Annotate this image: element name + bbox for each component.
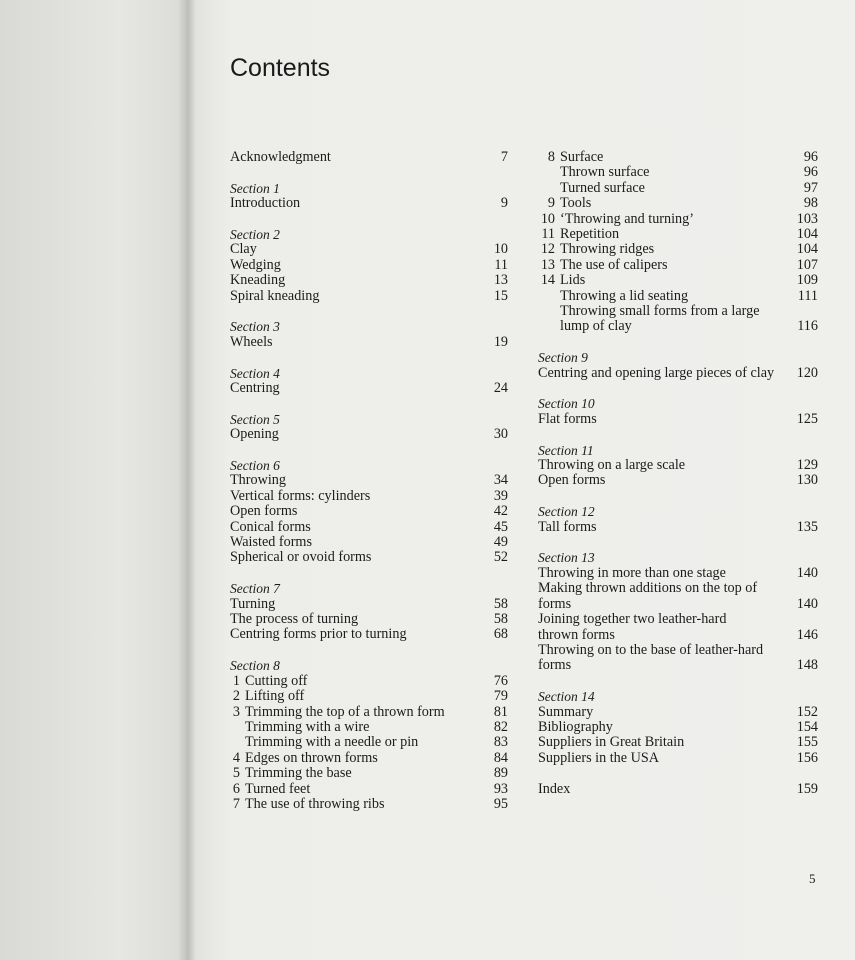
entry-title: Centring (230, 380, 280, 397)
entry-page-number: 58 (493, 611, 508, 628)
toc-section-group (230, 658, 508, 812)
entry-number: 14 (540, 272, 555, 289)
toc-section-group (538, 550, 818, 673)
toc-section-group (230, 366, 508, 397)
section-heading: Section 2 (230, 227, 280, 242)
entry-page-number: 30 (493, 426, 508, 443)
toc-entry[interactable] (230, 258, 508, 273)
entry-title: The process of turning (230, 611, 359, 628)
entry-title: Suppliers in the USA (538, 749, 659, 766)
entry-page-number: 34 (493, 472, 508, 489)
toc-section-group (538, 782, 818, 797)
toc-entry[interactable] (538, 227, 818, 242)
entry-page-number: 154 (796, 718, 818, 735)
entry-title: Opening (230, 426, 279, 443)
entry-title: Throwing in more than one stage (538, 564, 726, 581)
toc-entry[interactable] (230, 550, 508, 565)
entry-page-number: 95 (493, 795, 508, 812)
entry-page-number: 152 (796, 703, 818, 720)
entry-title: Throwing small forms from a large lump of clay (560, 303, 760, 335)
entry-page-number: 84 (493, 749, 508, 766)
entry-page-number: 79 (493, 688, 508, 705)
toc-entry[interactable] (538, 473, 818, 488)
section-heading: Section 4 (230, 365, 280, 381)
entry-title: Lifting off (245, 688, 305, 705)
entry-page-number: 146 (796, 626, 818, 643)
entry-title: Turning (230, 595, 276, 612)
entry-page-number: 10 (493, 241, 508, 258)
toc-section-group (538, 443, 818, 489)
entry-page-number: 49 (493, 534, 508, 551)
toc-section-group (230, 458, 508, 566)
entry-page-number: 125 (796, 410, 818, 427)
entry-title: Trimming with a needle or pin (245, 734, 419, 751)
entry-page-number: 156 (796, 749, 818, 766)
entry-number: 12 (540, 241, 555, 258)
entry-number: 6 (232, 780, 240, 797)
entry-page-number: 135 (796, 518, 818, 535)
toc-section-group (230, 319, 508, 350)
section-heading: Section 8 (230, 658, 280, 674)
entry-title: Throwing a lid seating (560, 287, 689, 304)
entry-title: Trimming with a wire (245, 718, 370, 735)
toc-entry[interactable] (538, 782, 818, 797)
entry-title: Suppliers in Great Britain (538, 734, 685, 751)
entry-title: Thrown surface (560, 164, 650, 181)
entry-page-number: 68 (493, 626, 508, 643)
toc-entry[interactable] (230, 427, 508, 442)
toc-entry[interactable] (538, 242, 818, 257)
entry-page-number: 19 (493, 333, 508, 350)
entry-page-number: 96 (803, 149, 818, 165)
entry-title: Tall forms (538, 518, 597, 535)
toc-entry[interactable] (230, 489, 508, 504)
entry-page-number: 81 (493, 703, 508, 720)
entry-title: Edges on thrown forms (245, 749, 378, 766)
entry-number: 13 (540, 256, 555, 273)
entry-page-number: 129 (796, 457, 818, 474)
entry-page-number: 9 (500, 195, 508, 212)
toc-entry[interactable] (538, 150, 818, 165)
entry-number: 11 (541, 226, 555, 243)
entry-title: Index (538, 780, 571, 797)
toc-entry[interactable] (538, 196, 818, 211)
entry-title: Centring forms prior to turning (230, 626, 407, 643)
section-heading: Section 14 (538, 689, 595, 705)
toc-entry[interactable] (538, 165, 818, 180)
toc-entry[interactable] (538, 566, 818, 581)
toc-entry[interactable] (538, 304, 818, 335)
entry-title: Bibliography (538, 718, 613, 735)
entry-title: Clay (230, 241, 257, 258)
toc-entry[interactable] (230, 627, 508, 642)
entry-title: Repetition (560, 226, 620, 243)
toc-section-group (538, 150, 818, 335)
entry-page-number: 42 (493, 503, 508, 520)
entry-title: Throwing on a large scale (538, 457, 686, 474)
entry-title: The use of calipers (560, 256, 668, 273)
entry-page-number: 148 (796, 657, 818, 674)
toc-entry[interactable] (230, 150, 508, 165)
toc-entry[interactable] (538, 705, 818, 720)
section-heading: Section 13 (538, 550, 595, 566)
toc-section-group (230, 227, 508, 304)
entry-number: 4 (232, 749, 240, 766)
entry-title: ‘Throwing and turning’ (560, 210, 694, 227)
section-heading: Section 1 (230, 180, 280, 196)
toc-entry[interactable] (230, 242, 508, 257)
section-heading: Section 12 (538, 504, 595, 520)
toc-section-group (538, 396, 818, 427)
entry-page-number: 120 (796, 364, 818, 381)
toc-entry[interactable] (230, 335, 508, 350)
contents-right-column (538, 150, 818, 812)
entry-page-number: 140 (796, 564, 818, 581)
entry-page-number: 107 (796, 256, 818, 273)
entry-page-number: 111 (797, 287, 818, 304)
entry-title: Vertical forms: cylinders (230, 487, 371, 504)
section-heading: Section 7 (230, 581, 280, 597)
entry-title: Throwing (230, 472, 286, 489)
entry-number: 5 (232, 765, 240, 782)
toc-entry[interactable] (538, 735, 818, 750)
toc-section-group (230, 581, 508, 643)
entry-number: 8 (547, 149, 555, 165)
toc-entry[interactable] (538, 273, 818, 288)
entry-title: Spiral kneading (230, 287, 320, 304)
toc-entry[interactable] (538, 458, 818, 473)
entry-page-number: 116 (797, 318, 818, 335)
toc-entry[interactable] (538, 643, 818, 674)
toc-entry[interactable] (538, 581, 818, 612)
page-title: Contents (230, 54, 331, 82)
entry-number: 2 (232, 688, 240, 705)
entry-title: Conical forms (230, 518, 311, 535)
toc-entry[interactable] (230, 612, 508, 627)
toc-section-group (538, 350, 818, 381)
entry-page-number: 98 (803, 195, 818, 212)
contents-left-column (230, 150, 508, 828)
toc-entry[interactable] (230, 720, 508, 735)
entry-title: Wheels (230, 333, 273, 350)
entry-page-number: 93 (493, 780, 508, 797)
section-heading: Section 6 (230, 458, 280, 474)
toc-section-group (538, 689, 818, 766)
entry-title: Cutting off (245, 672, 308, 689)
toc-entry[interactable] (538, 212, 818, 227)
entry-title: Kneading (230, 272, 286, 289)
entry-page-number: 13 (493, 272, 508, 289)
entry-number: 3 (232, 703, 240, 720)
toc-entry[interactable] (230, 196, 508, 211)
entry-page-number: 83 (493, 734, 508, 751)
section-heading: Section 9 (538, 350, 588, 366)
toc-section-group (230, 150, 508, 165)
entry-page-number: 103 (796, 210, 818, 227)
toc-entry[interactable] (230, 674, 508, 689)
entry-title: Throwing on to the base of leather-hard forms (538, 641, 764, 674)
toc-entry[interactable] (230, 751, 508, 766)
entry-title: Open forms (538, 472, 606, 489)
toc-entry[interactable] (230, 520, 508, 535)
toc-entry[interactable] (538, 751, 818, 766)
toc-entry[interactable] (230, 705, 508, 720)
section-heading: Section 10 (538, 396, 595, 412)
toc-entry[interactable] (538, 412, 818, 427)
entry-page-number: 104 (796, 226, 818, 243)
toc-entry[interactable] (230, 797, 508, 812)
entry-title: Turned surface (560, 179, 645, 196)
toc-entry[interactable] (230, 289, 508, 304)
toc-entry[interactable] (230, 689, 508, 704)
toc-entry[interactable] (538, 181, 818, 196)
entry-page-number: 109 (796, 272, 818, 289)
entry-title: Spherical or ovoid forms (230, 549, 372, 566)
toc-entry[interactable] (230, 473, 508, 488)
toc-section-group (230, 412, 508, 443)
entry-page-number: 11 (494, 256, 508, 273)
entry-number: 7 (232, 795, 240, 812)
entry-title: Throwing ridges (560, 241, 655, 258)
entry-title: Tools (560, 195, 592, 212)
entry-page-number: 82 (493, 718, 508, 735)
entry-title: Acknowledgment (230, 149, 331, 165)
entry-title: Joining together two leather-hard thrown forms (538, 611, 727, 643)
entry-title: Flat forms (538, 410, 597, 427)
toc-entry[interactable] (230, 504, 508, 519)
entry-page-number: 58 (493, 595, 508, 612)
entry-page-number: 52 (493, 549, 508, 566)
toc-entry[interactable] (538, 720, 818, 735)
toc-entry[interactable] (538, 520, 818, 535)
entry-page-number: 89 (493, 765, 508, 782)
entry-page-number: 45 (493, 518, 508, 535)
entry-title: Centring and opening large pieces of clay (538, 364, 775, 381)
entry-title: Waisted forms (230, 534, 312, 551)
entry-page-number: 7 (500, 149, 508, 165)
entry-number: 1 (232, 672, 240, 689)
entry-title: Trimming the base (245, 765, 352, 782)
entry-page-number: 159 (796, 780, 818, 797)
entry-page-number: 130 (796, 472, 818, 489)
toc-section-group (230, 181, 508, 212)
entry-title: The use of throwing ribs (245, 795, 385, 812)
entry-title: Introduction (230, 195, 301, 212)
entry-title: Trimming the top of a thrown form (245, 703, 445, 720)
toc-entry[interactable] (230, 597, 508, 612)
section-heading: Section 5 (230, 411, 280, 427)
entry-title: Turned feet (245, 780, 311, 797)
section-heading: Section 3 (230, 319, 280, 335)
entry-title: Summary (538, 703, 594, 720)
toc-entry[interactable] (230, 273, 508, 288)
entry-title: Surface (560, 149, 604, 165)
entry-number: 9 (547, 195, 555, 212)
toc-entry[interactable] (230, 766, 508, 781)
entry-page-number: 155 (796, 734, 818, 751)
toc-entry[interactable] (230, 381, 508, 396)
entry-title: Wedging (230, 256, 281, 273)
entry-page-number: 140 (796, 595, 818, 612)
entry-number: 10 (540, 210, 555, 227)
entry-page-number: 76 (493, 672, 508, 689)
toc-entry[interactable] (538, 289, 818, 304)
section-heading: Section 11 (538, 442, 594, 458)
toc-entry[interactable] (538, 258, 818, 273)
entry-page-number: 97 (803, 179, 818, 196)
toc-entry[interactable] (230, 782, 508, 797)
entry-title: Making thrown additions on the top of forms (538, 580, 758, 612)
page-number: 5 (809, 871, 816, 886)
entry-page-number: 104 (796, 241, 818, 258)
toc-entry[interactable] (538, 366, 818, 381)
toc-section-group (538, 504, 818, 535)
toc-entry[interactable] (230, 735, 508, 750)
entry-page-number: 24 (493, 380, 508, 397)
entry-title: Open forms (230, 503, 298, 520)
entry-page-number: 96 (803, 164, 818, 181)
toc-entry[interactable] (230, 535, 508, 550)
toc-entry[interactable] (538, 612, 818, 643)
entry-title: Lids (560, 272, 586, 289)
entry-page-number: 15 (493, 287, 508, 304)
entry-page-number: 39 (493, 487, 508, 504)
